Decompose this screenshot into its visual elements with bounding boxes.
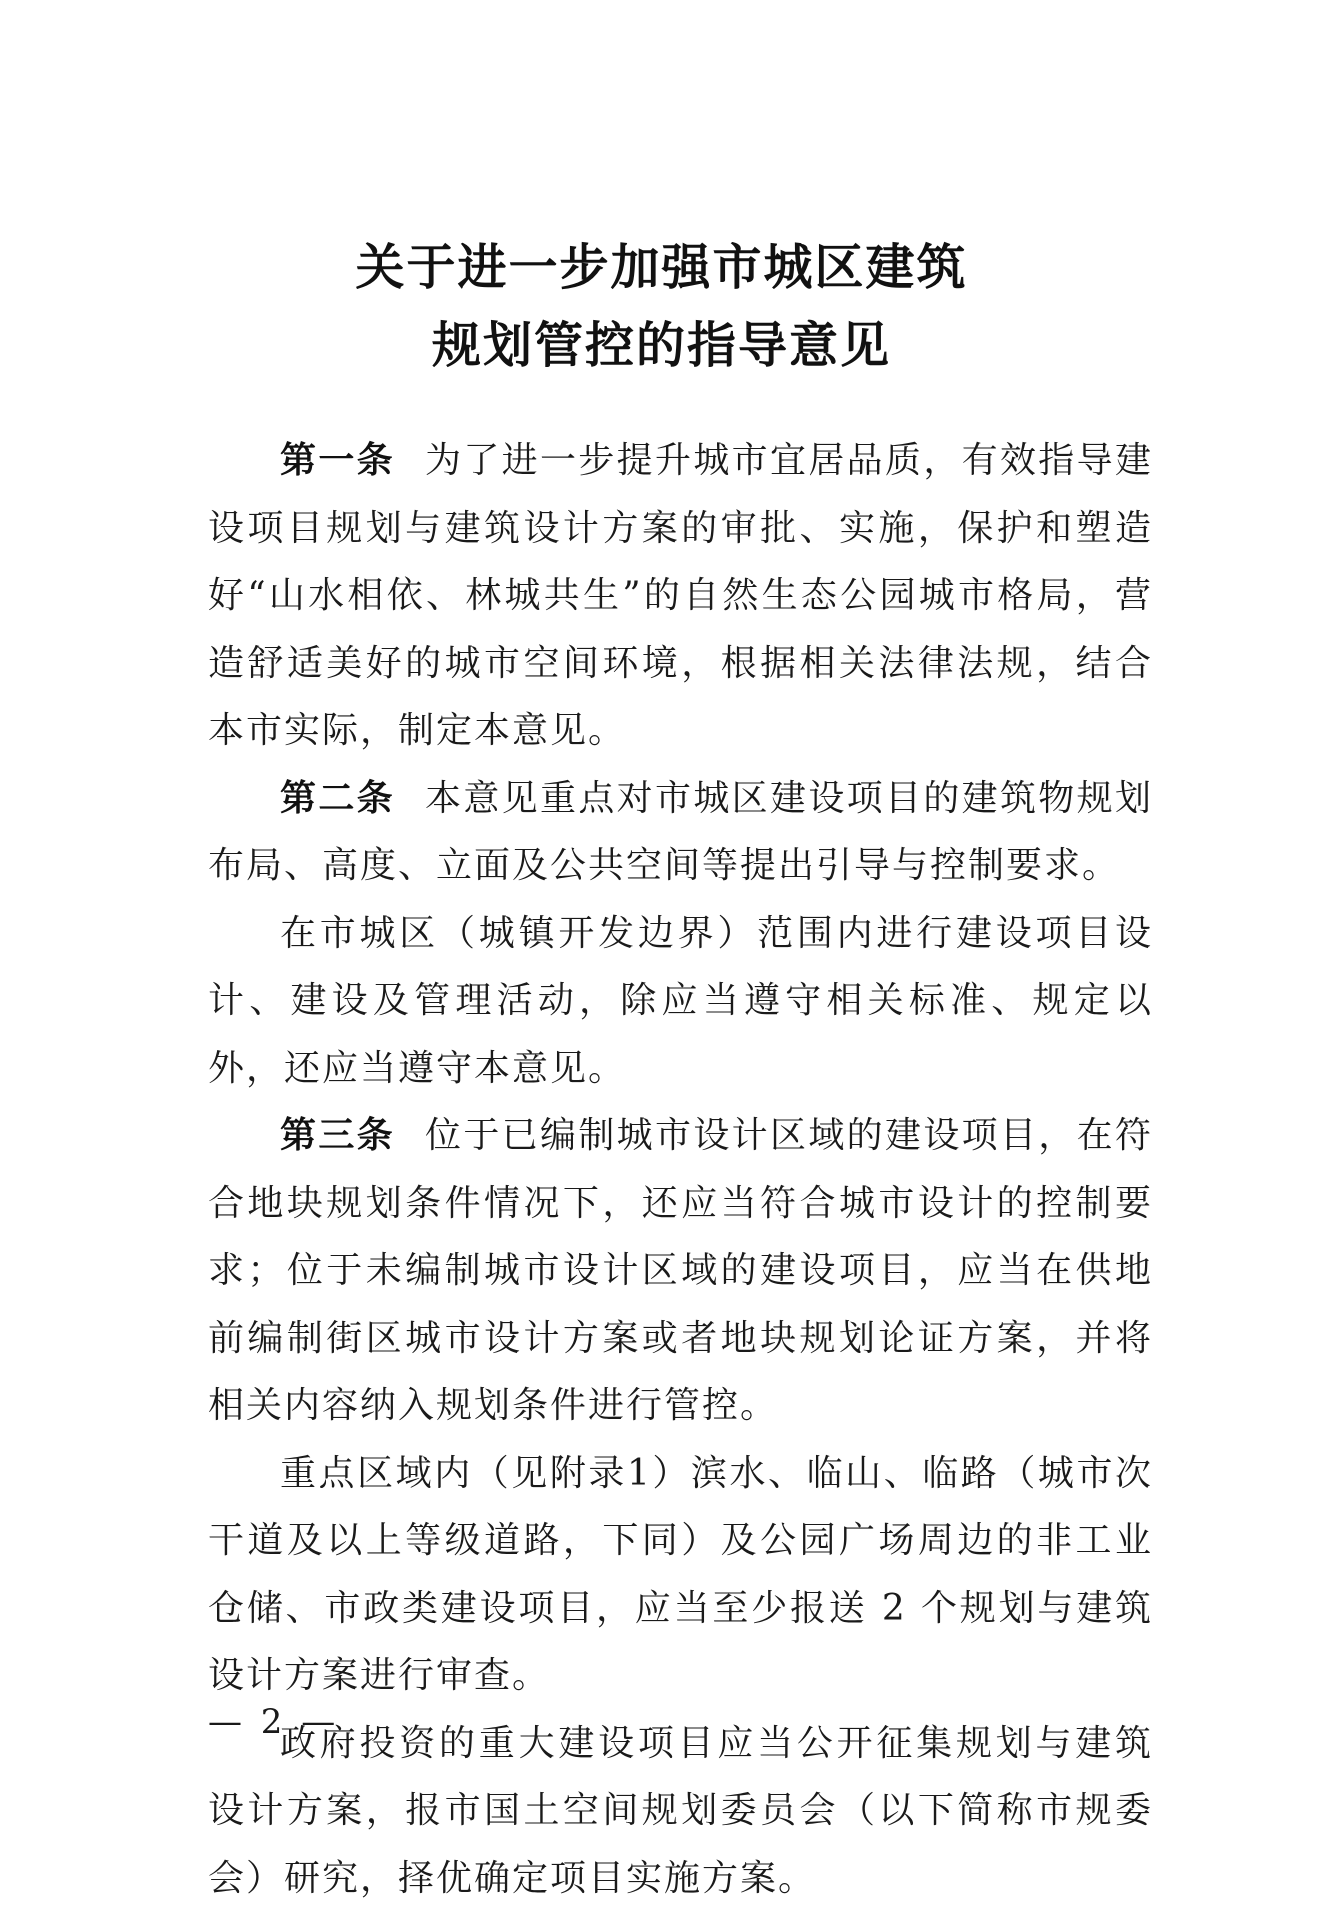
article-number: 第二条 — [280, 777, 395, 819]
document-title — [0, 228, 1323, 384]
page-number: — 2 — — [208, 1702, 339, 1742]
article-number: 第三条 — [280, 1114, 395, 1156]
paragraph-text: 位于已编制城市设计区域的建设项目，在符合地块规划条件情况下，还应当符合城市设计的控制要求；位于未编制城市设计区域的建设项目，应当在供地前编制街区城市设计方案或者地块规划论证方案，并将相关内容纳入规划条件进行管控。 — [208, 1115, 1153, 1426]
paragraph-government-projects — [208, 1710, 1153, 1912]
paragraph-article-2 — [208, 765, 1153, 900]
title-line-1: 关于进一步加强市城区建筑 — [0, 228, 1323, 306]
paragraph-article-3 — [208, 1102, 1153, 1440]
paragraph-text: 政府投资的重大建设项目应当公开征集规划与建筑设计方案，报市国土空间规划委员会（以下简称市规委会）研究，择优确定项目实施方案。 — [208, 1723, 1153, 1899]
paragraph-text: 本意见重点对市城区建设项目的建筑物规划布局、高度、立面及公共空间等提出引导与控制要求。 — [208, 778, 1153, 887]
title-line-2: 规划管控的指导意见 — [0, 306, 1323, 384]
paragraph-text: 在市城区（城镇开发边界）范围内进行建设项目设计、建设及管理活动，除应当遵守相关标准、规定以外，还应当遵守本意见。 — [208, 913, 1153, 1089]
paragraph-article-1 — [208, 427, 1153, 765]
paragraph-text: 为了进一步提升城市宜居品质，有效指导建设项目规划与建筑设计方案的审批、实施，保护和塑造好“山水相依、林城共生”的自然生态公园城市格局，营造舒适美好的城市空间环境，根据相关法律法规，结合本市实际，制定本意见。 — [208, 440, 1153, 751]
paragraph-text: 重点区域内（见附录1）滨水、临山、临路（城市次干道及以上等级道路，下同）及公园广场周边的非工业仓储、市政类建设项目，应当至少报送 2 个规划与建筑设计方案进行审查。 — [208, 1453, 1153, 1697]
article-number: 第一条 — [280, 439, 395, 481]
paragraph-key-areas — [208, 1440, 1153, 1710]
document-body — [208, 427, 1153, 1912]
paragraph-scope — [208, 900, 1153, 1103]
